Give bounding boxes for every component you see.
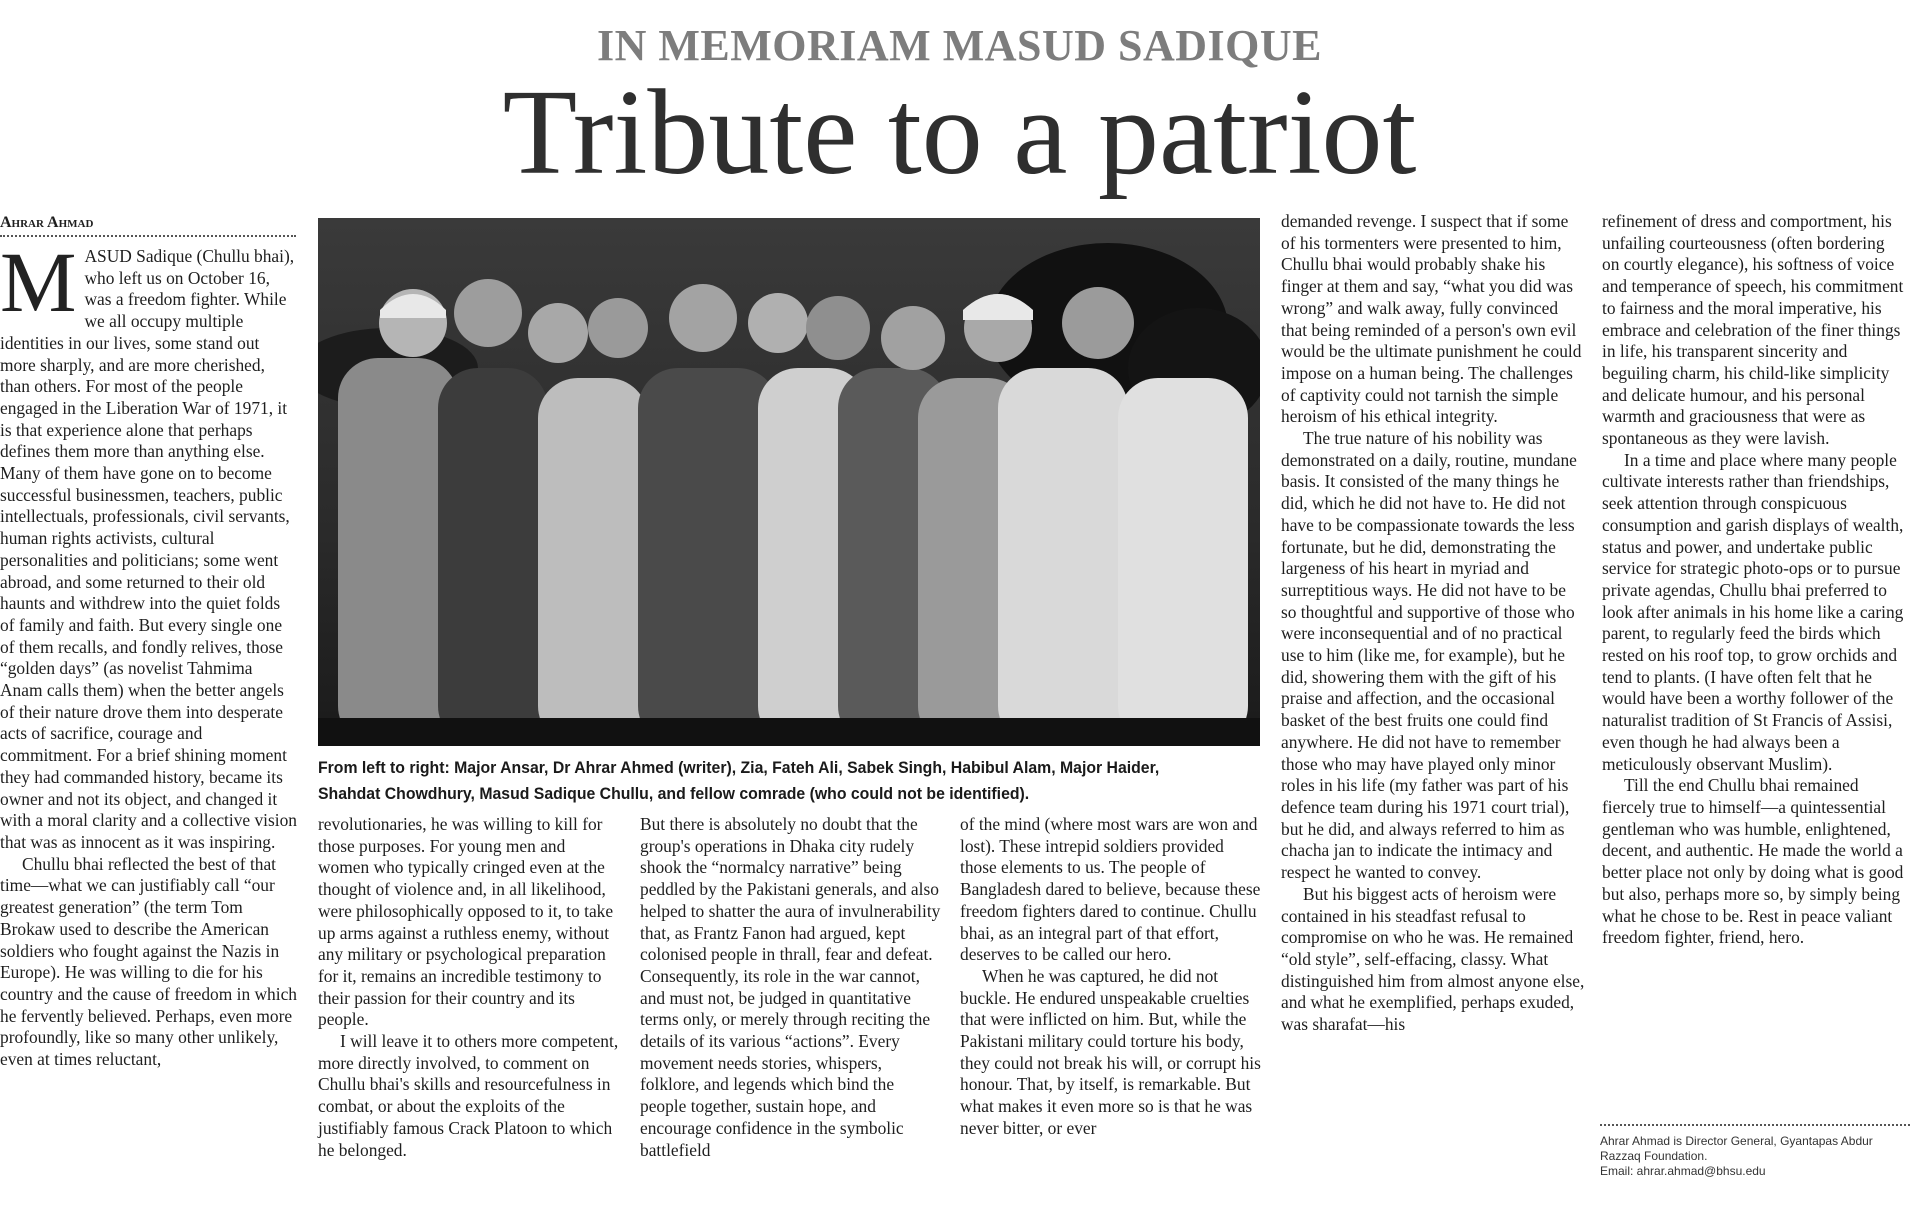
section-kicker: IN MEMORIAM MASUD SADIQUE	[596, 21, 1323, 70]
paragraph: refinement of dress and comportment, his unfailing courteousness (often bordering on courtly elegance), his softness of voice and temperance of speech, his commitment to fairness and the moral imperative, his embrace and celebration of the finer things in life, his transparent sincerity and beguiling charm, his child-like simplicity and delicate humour, and his personal warmth and graciousness that were as spontaneous as they were lavish.	[1602, 211, 1904, 449]
headline: Tribute to a patriot	[502, 65, 1417, 200]
paragraph: But there is absolutely no doubt that the group's operations in Dhaka city rudely shook the “normalcy narrative” being peddled by the Pakistani generals, and also helped to shatter the aura of invulnerability that, as Frantz Fanon had argued, kept colonised people in thrall, fear and defeat. Consequently, its role in the war cannot, and must not, be judged in quantitative terms only, or merely through reciting the details of its various “actions”. Every movement needs stories, whispers, folklore, and legends which bind the people together, sustain hope, and encourage confidence in the symbolic battlefield	[640, 814, 941, 1160]
paragraph: revolutionaries, he was willing to kill for those purposes. For young men and women who typically cringed even at the thought of violence and, in all likelihood, were philosophically opposed to it, to take up arms against a ruthless enemy, without any military or psychological preparation for it, remains an incredible testimony to their passion for their country and its people.	[318, 814, 614, 1030]
group-photo	[318, 218, 1260, 746]
article-column-1	[0, 234, 298, 1071]
article-column-6	[1602, 211, 1906, 949]
article-column-5	[1281, 211, 1585, 1036]
paragraph: ASUD Sadique (Chullu bhai), who left us on October 16, was a freedom fighter. While we all occupy multiple identities in our lives, some stand out more sharply, and are more cherished, than others. For most of the people engaged in the Liberation War of 1971, it is that experience alone that perhaps defines them more than anything else. Many of them have gone on to become successful businessmen, teachers, public intellectuals, professionals, civil servants, human rights activists, cultural personalities and politicians; some went abroad, and some returned to their old haunts and withdrew into the quiet folds of family and faith. But every single one of them recalls, and fondly relives, those “golden days” (as novelist Tahmima Anam calls them) when the better angels of their nature drove them into desperate acts of sacrifice, courage and commitment. For a brief shining moment they had commanded history, became its owner and not its object, and changed it with a moral clarity and a collective vision that was as innocent as it was inspiring.	[0, 246, 297, 852]
author-email: Email: ahrar.ahmad@bhsu.edu	[1600, 1164, 1766, 1178]
article-column-4	[960, 814, 1262, 1140]
paragraph: demanded revenge. I suspect that if some of his tormenters were presented to him, Chullu bhai would probably shake his finger at them and say, “what you did was wrong” and walk away, fully convinced that being reminded of a person's own evil would be the ultimate punishment he could impose on a human being. The challenges of captivity could not tarnish the simple heroism of his ethical integrity.	[1281, 211, 1582, 427]
article-column-2	[318, 814, 620, 1161]
paragraph: The true nature of his nobility was demonstrated on a daily, routine, mundane basis. It consisted of the many things he did, which he did not have to. He did not have to be compassionate towards the less fortunate, but he did, demonstrating the largeness of his heart in myriad and surreptitious ways. He did not have to be so thoughtful and supportive of those who were inconsequential and of no practical use to him (like me, for example), but he did, showering them with the gift of his praise and affection, and the occasional basket of the best fruits one could find anywhere. He did not have to remember those who may have played only minor roles in his life (my father was part of his defence team during his 1971 court trial), but he did, and always referred to him as chacha jan to indicate the intimacy and respect he wanted to convey.	[1281, 428, 1577, 883]
paragraph: of the mind (where most wars are won and lost). These intrepid soldiers provided those elements to us. The people of Bangladesh dared to believe, because these freedom fighters dared to continue. Chullu bhai, as an integral part of that effort, deserves to be called our hero.	[960, 814, 1261, 965]
paragraph: Chullu bhai reflected the best of that time—what we can justifiably call “our greatest generation” (the term Tom Brokaw used to describe the American soldiers who fought against the Nazis in Europe). He was willing to die for his country and the cause of freedom in which he fervently believed. Perhaps, even more profoundly, like so many other unlikely, even at times reluctant,	[0, 853, 297, 1070]
author-credit	[1600, 1124, 1910, 1179]
byline: Ahrar Ahmad	[0, 214, 296, 237]
paragraph: But his biggest acts of heroism were contained in his steadfast refusal to compromise on who he was. He remained “old style”, self-effacing, classy. What distinguished him from almost anyone else, and what he exemplified, perhaps exuded, was sharafat—his	[1281, 883, 1585, 1035]
paragraph: Till the end Chullu bhai remained fiercely true to himself—a quintessential gentleman who was humble, enlightened, decent, and authentic. He made the world a better place not only by doing what is good but also, perhaps more so, by simply being what he chose to be. Rest in peace valiant freedom fighter, friend, hero.	[1602, 775, 1904, 948]
author-bio: Ahrar Ahmad is Director General, Gyantapas Abdur Razzaq Foundation.	[1600, 1134, 1873, 1163]
paragraph: I will leave it to others more competent, more directly involved, to comment on Chullu bhai's skills and resourcefulness in combat, or about the exploits of the justifiably famous Crack Platoon to which he belonged.	[318, 1031, 619, 1160]
drop-cap: M	[0, 234, 77, 330]
paragraph: When he was captured, he did not buckle. He endured unspeakable cruelties that were inflicted on him. But, while the Pakistani military could torture his body, they could not break his will, or corrupt his honour. That, by itself, is remarkable. But what makes it even more so is that he was never bitter, or ever	[960, 965, 1261, 1138]
paragraph: In a time and place where many people cultivate interests rather than friendships, seek attention through conspicuous consumption and garish displays of wealth, status and power, and undertake public service for strategic photo-ops or to pursue private agendas, Chullu bhai preferred to look after animals in his home like a caring parent, to regularly feed the birds which rested on his roof top, to grow orchids and tend to plants. (I have often felt that he would have been a worthy follower of the naturalist tradition of St Francis of Assisi, even though he had always been a meticulously observant Muslim).	[1602, 449, 1904, 774]
article-column-3	[640, 814, 942, 1161]
photo-caption: From left to right: Major Ansar, Dr Ahrar Ahmed (writer), Zia, Fateh Ali, Sabek Singh, Habibul Alam, Major Haider, Shahdat Chowdhury, Masud Sadique Chullu, and fellow comrade (who could not be identified).	[318, 758, 1160, 803]
